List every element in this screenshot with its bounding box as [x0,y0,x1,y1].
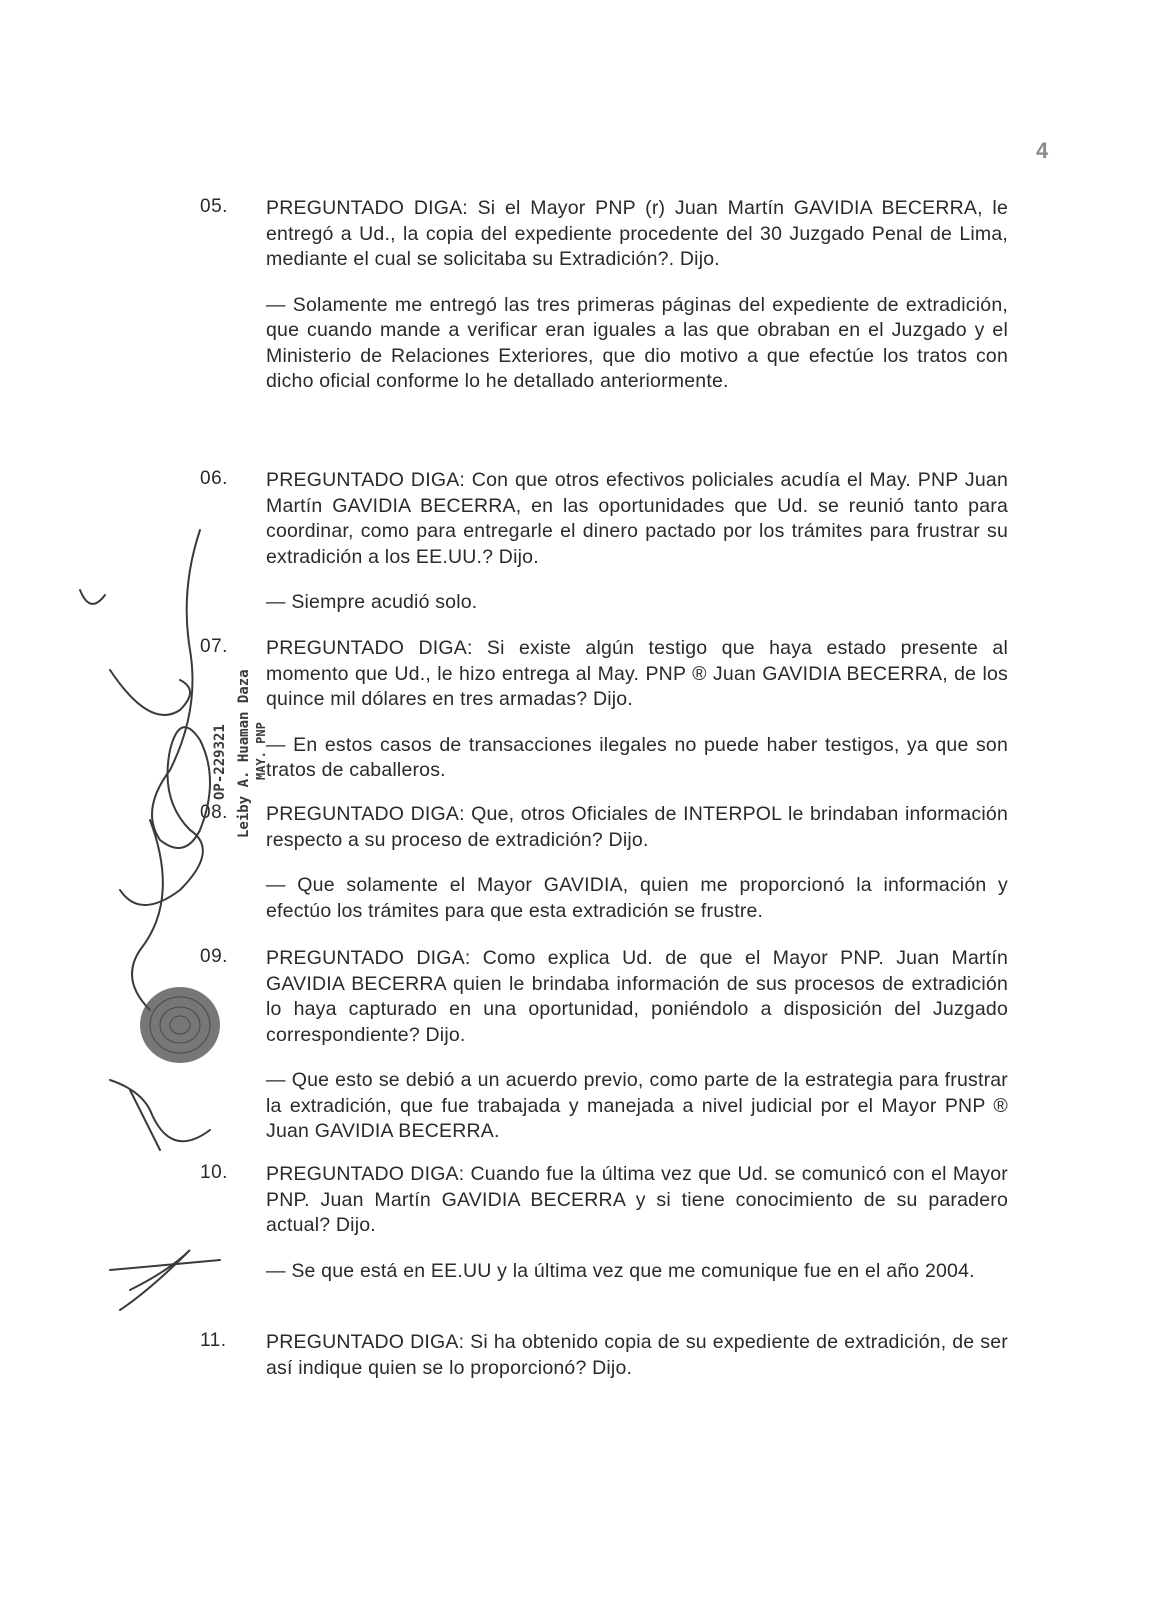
answer-text: — Solamente me entregó las tres primeras páginas del expediente de extradición, que cuando mande a verificar eran iguales a las que obraban en el Juzgado y el Ministerio de Relaciones Exteriores, que dio motivo a que efectúe los tratos con dicho oficial conforme lo he detallado anteriormente. [266,293,1008,392]
answer-text: — Que solamente el Mayor GAVIDIA, quien me proporcionó la información y efectúo los trámites para que esta extradición se frustre. [266,874,1008,922]
answer-text: — Se que está en EE.UU y la última vez que me comunique fue en el año 2004. [266,1259,975,1282]
question-number: 09. [200,946,228,967]
answer-text: — Siempre acudió solo. [266,591,478,613]
question-block [266,802,1008,924]
answer-text: — Que esto se debió a un acuerdo previo, como parte de la estrategia para frustrar la extradición, que fue trabajada y manejada a nivel judicial por el Mayor PNP ® Juan GAVIDIA BECERRA. [266,1069,1008,1142]
seal-rank: MAY. PNP [254,722,268,780]
question-text: PREGUNTADO DIGA: Si el Mayor PNP (r) Juan Martín GAVIDIA BECERRA, le entregó a Ud., la copia del expediente procedente del 30 Juzgado Penal de Lima, mediante el cual se solicitaba su Extradición?. Dijo. [266,197,1008,270]
question-block [266,468,1008,616]
question-block [266,1162,1008,1284]
seal-name: Leiby A. Huaman Daza [236,669,252,838]
question-block [266,1330,1008,1381]
page-number: 4 [1036,138,1049,163]
question-number: 11. [200,1330,227,1351]
question-number: 07. [200,636,228,657]
question-text: PREGUNTADO DIGA: Con que otros efectivos policiales acudía el May. PNP Juan Martín GAVIDIA BECERRA, en las oportunidades que Ud. se reunió tanto para coordinar, como para entregarle el dinero pactado por los trámites para frustrar su extradición a los EE.UU.? Dijo. [266,469,1008,568]
question-text: PREGUNTADO DIGA: Cuando fue la última vez que Ud. se comunicó con el Mayor PNP. Juan Martín GAVIDIA BECERRA y si tiene conocimiento de su paradero actual? Dijo. [266,1163,1008,1236]
signature-marks [70,520,270,1320]
question-block [266,196,1008,395]
question-text: PREGUNTADO DIGA: Como explica Ud. de que el Mayor PNP. Juan Martín GAVIDIA BECERRA quien le brindaba información de sus procesos de extradición lo haya capturado en una oportunidad, poniéndolo a disposición del Juzgado correspondiente? Dijo. [266,947,1008,1046]
question-block [266,946,1008,1145]
question-number: 08. [200,802,228,823]
question-text: PREGUNTADO DIGA: Si existe algún testigo que haya estado presente al momento que Ud., le hizo entrega al May. PNP ® Juan GAVIDIA BECERRA, de los quince mil dólares en tres armadas? Dijo. [266,637,1008,710]
question-text: PREGUNTADO DIGA: Si ha obtenido copia de su expediente de extradición, de ser así indique quien se lo proporcionó? Dijo. [266,1331,1008,1379]
question-number: 10. [200,1162,228,1183]
answer-text: — En estos casos de transacciones ilegales no puede haber testigos, ya que son tratos de caballeros. [266,733,1008,781]
seal-id: OP-229321 [212,724,228,800]
question-text: PREGUNTADO DIGA: Que, otros Oficiales de INTERPOL le brindaban información respecto a su proceso de extradición? Dijo. [266,803,1008,851]
question-number: 06. [200,468,228,489]
question-block [266,636,1008,784]
question-number: 05. [200,196,228,217]
